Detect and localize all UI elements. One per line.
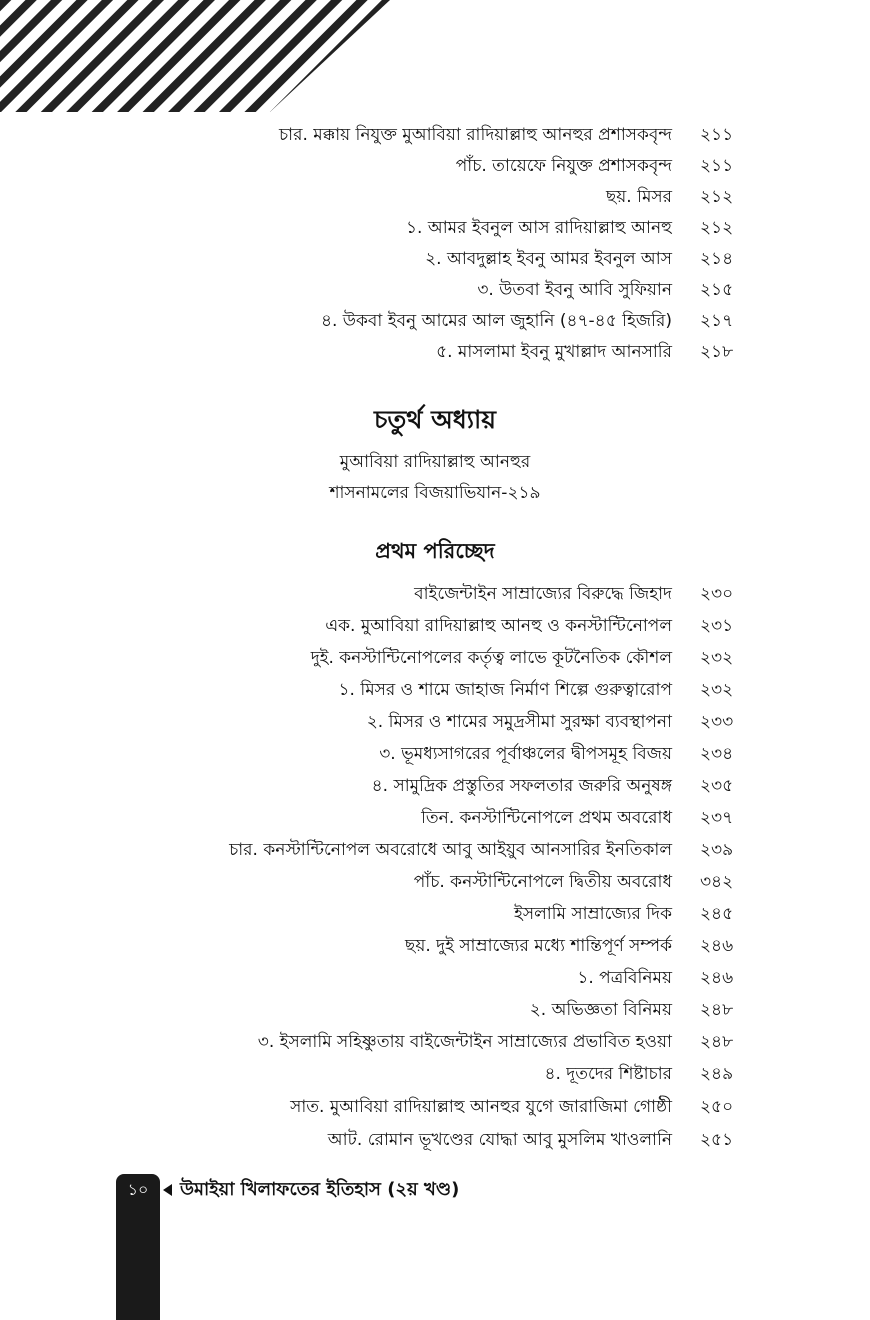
toc-entry-title: ছয়. মিসর bbox=[605, 187, 672, 207]
section-heading: প্রথম পরিচ্ছেদ bbox=[375, 539, 495, 563]
toc-entry-page: ২৩৯ bbox=[700, 840, 734, 860]
toc-entry bbox=[100, 899, 740, 929]
toc-entry-page: ২১২ bbox=[700, 187, 734, 207]
toc-entry-title: ২. অভিজ্ঞতা বিনিময় bbox=[529, 1000, 672, 1020]
toc-entry bbox=[100, 151, 740, 181]
toc-entry bbox=[100, 244, 740, 274]
toc-entry-title: ছয়. দুই সাম্রাজ্যের মধ্যে শান্তিপূর্ণ সম্পর্ক bbox=[405, 936, 672, 956]
toc-entry-title: আট. রোমান ভূখণ্ডের যোদ্ধা আবু মুসলিম খাওলানি bbox=[327, 1130, 672, 1150]
toc-entry-page: ২৪৯ bbox=[700, 1064, 734, 1084]
toc-entry-title: ২. মিসর ও শামের সমুদ্রসীমা সুরক্ষা ব্যবস্থাপনা bbox=[366, 712, 672, 732]
chapter-subtitle-line2: শাসনামলের বিজয়াভিযান-২১৯ bbox=[329, 483, 541, 503]
toc-entry bbox=[100, 771, 740, 801]
toc-entry-page: ২১৮ bbox=[700, 342, 734, 362]
toc-entry-page: ২৫০ bbox=[700, 1097, 734, 1117]
toc-entry-title: তিন. কনস্টান্টিনোপলে প্রথম অবরোধ bbox=[421, 808, 672, 828]
toc-entry-page: ২১১ bbox=[700, 125, 734, 145]
toc-entry-page: ২৩২ bbox=[700, 680, 734, 700]
toc-entry-title: চার. মক্কায় নিযুক্ত মুআবিয়া রাদিয়াল্লাহু আনহুর প্রশাসকবৃন্দ bbox=[278, 125, 672, 145]
toc-entry-title: চার. কনস্টান্টিনোপল অবরোধে আবু আইয়ুব আনসারির ইনতিকাল bbox=[229, 840, 672, 860]
toc-entry bbox=[100, 1027, 740, 1057]
toc-entry bbox=[100, 1059, 740, 1089]
toc-entry bbox=[100, 675, 740, 705]
toc-entry-title: বাইজেন্টাইন সাম্রাজ্যের বিরুদ্ধে জিহাদ bbox=[414, 584, 672, 604]
toc-entry-title: ইসলামি সাম্রাজ্যের দিক bbox=[514, 904, 672, 924]
toc-entry-page: ৩৪২ bbox=[700, 872, 734, 892]
toc-entry bbox=[100, 275, 740, 305]
toc-entry-title: ১. পত্রবিনিময় bbox=[577, 968, 672, 988]
toc-entry-title: ৫. মাসলামা ইবনু মুখাল্লাদ আনসারি bbox=[436, 342, 672, 362]
toc-entry-title: ২. আবদুল্লাহ ইবনু আমর ইবনুল আস bbox=[425, 249, 672, 269]
toc-entry-title: সাত. মুআবিয়া রাদিয়াল্লাহু আনহুর যুগে জারাজিমা গোষ্ঠী bbox=[290, 1097, 672, 1117]
toc-entry-title: ৩. ইসলামি সহিষ্ণুতায় বাইজেন্টাইন সাম্রাজ্যের প্রভাবিত হওয়া bbox=[257, 1032, 672, 1052]
toc-entry bbox=[100, 1125, 740, 1155]
toc-entry-page: ২৩৭ bbox=[700, 808, 734, 828]
toc-entry-page: ২৪৬ bbox=[700, 936, 734, 956]
toc-entry-page: ২৪৫ bbox=[700, 904, 734, 924]
toc-entry bbox=[100, 579, 740, 609]
toc-entry bbox=[100, 739, 740, 769]
chapter-heading: চতুর্থ অধ্যায় bbox=[373, 405, 497, 434]
toc-entry-title: ৪. উকবা ইবনু আমের আল জুহানি (৪৭-৪৫ হিজরি) bbox=[320, 311, 672, 331]
toc-entry-page: ২৪৮ bbox=[700, 1000, 734, 1020]
page-number: ১০ bbox=[127, 1180, 149, 1199]
toc-entry-page: ২৩১ bbox=[700, 616, 734, 636]
toc-entry-title: দুই. কনস্টান্টিনোপলের কর্তৃত্ব লাভে কূটনৈতিক কৌশল bbox=[310, 648, 672, 668]
arrow-left-icon bbox=[163, 1184, 172, 1196]
book-title: উমাইয়া খিলাফতের ইতিহাস (২য় খণ্ড) bbox=[180, 1179, 460, 1200]
toc-entry-page: ২৪৬ bbox=[700, 968, 734, 988]
toc-entry-title: ১. মিসর ও শামে জাহাজ নির্মাণ শিল্পে গুরুত্বারোপ bbox=[338, 680, 672, 700]
toc-entry bbox=[100, 867, 740, 897]
toc-entry-title: ৩. ভূমধ্যসাগরের পূর্বাঞ্চলের দ্বীপসমূহ বিজয় bbox=[379, 744, 672, 764]
toc-entry-page: ২৩০ bbox=[700, 584, 734, 604]
decorative-stripes bbox=[0, 0, 390, 112]
toc-entry bbox=[100, 931, 740, 961]
toc-entry-title: ৪. দূতদের শিষ্টাচার bbox=[544, 1064, 672, 1084]
toc-entry-title: ৪. সামুদ্রিক প্রস্তুতির সফলতার জরুরি অনুষঙ্গ bbox=[371, 776, 672, 796]
toc-entry-title: ১. আমর ইবনুল আস রাদিয়াল্লাহু আনহু bbox=[406, 218, 672, 238]
toc-entry bbox=[100, 120, 740, 150]
toc-entry bbox=[100, 213, 740, 243]
toc-entry bbox=[100, 306, 740, 336]
toc-entry-title: এক. মুআবিয়া রাদিয়াল্লাহু আনহু ও কনস্টান্টিনোপল bbox=[325, 616, 672, 636]
toc-entry bbox=[100, 835, 740, 865]
toc-entry bbox=[100, 707, 740, 737]
toc-entry-page: ২৪৮ bbox=[700, 1032, 734, 1052]
toc-entry-page: ২১৪ bbox=[700, 249, 734, 269]
toc-entry bbox=[100, 995, 740, 1025]
toc-entry bbox=[100, 1092, 740, 1122]
toc-entry bbox=[100, 182, 740, 212]
toc-entry bbox=[100, 611, 740, 641]
toc-entry bbox=[100, 963, 740, 993]
toc-entry-page: ২৩৫ bbox=[700, 776, 734, 796]
toc-entry-page: ২৩২ bbox=[700, 648, 734, 668]
toc-entry-title: ৩. উতবা ইবনু আবি সুফিয়ান bbox=[477, 280, 672, 300]
toc-entry-page: ২১২ bbox=[700, 218, 734, 238]
toc-entry-page: ২১৫ bbox=[700, 280, 734, 300]
toc-entry-title: পাঁচ. কনস্টান্টিনোপলে দ্বিতীয় অবরোধ bbox=[413, 872, 672, 892]
toc-entry-page: ২৫১ bbox=[700, 1130, 734, 1150]
toc-entry-page: ২৩৩ bbox=[700, 712, 734, 732]
toc-entry-page: ২৩৪ bbox=[700, 744, 734, 764]
toc-entry bbox=[100, 803, 740, 833]
toc-entry bbox=[100, 643, 740, 673]
toc-entry-page: ২১১ bbox=[700, 156, 734, 176]
toc-entry bbox=[100, 337, 740, 367]
toc-entry-page: ২১৭ bbox=[700, 311, 734, 331]
toc-entry-title: পাঁচ. তায়েফে নিযুক্ত প্রশাসকবৃন্দ bbox=[455, 156, 672, 176]
chapter-subtitle-line1: মুআবিয়া রাদিয়াল্লাহু আনহুর bbox=[339, 452, 531, 472]
